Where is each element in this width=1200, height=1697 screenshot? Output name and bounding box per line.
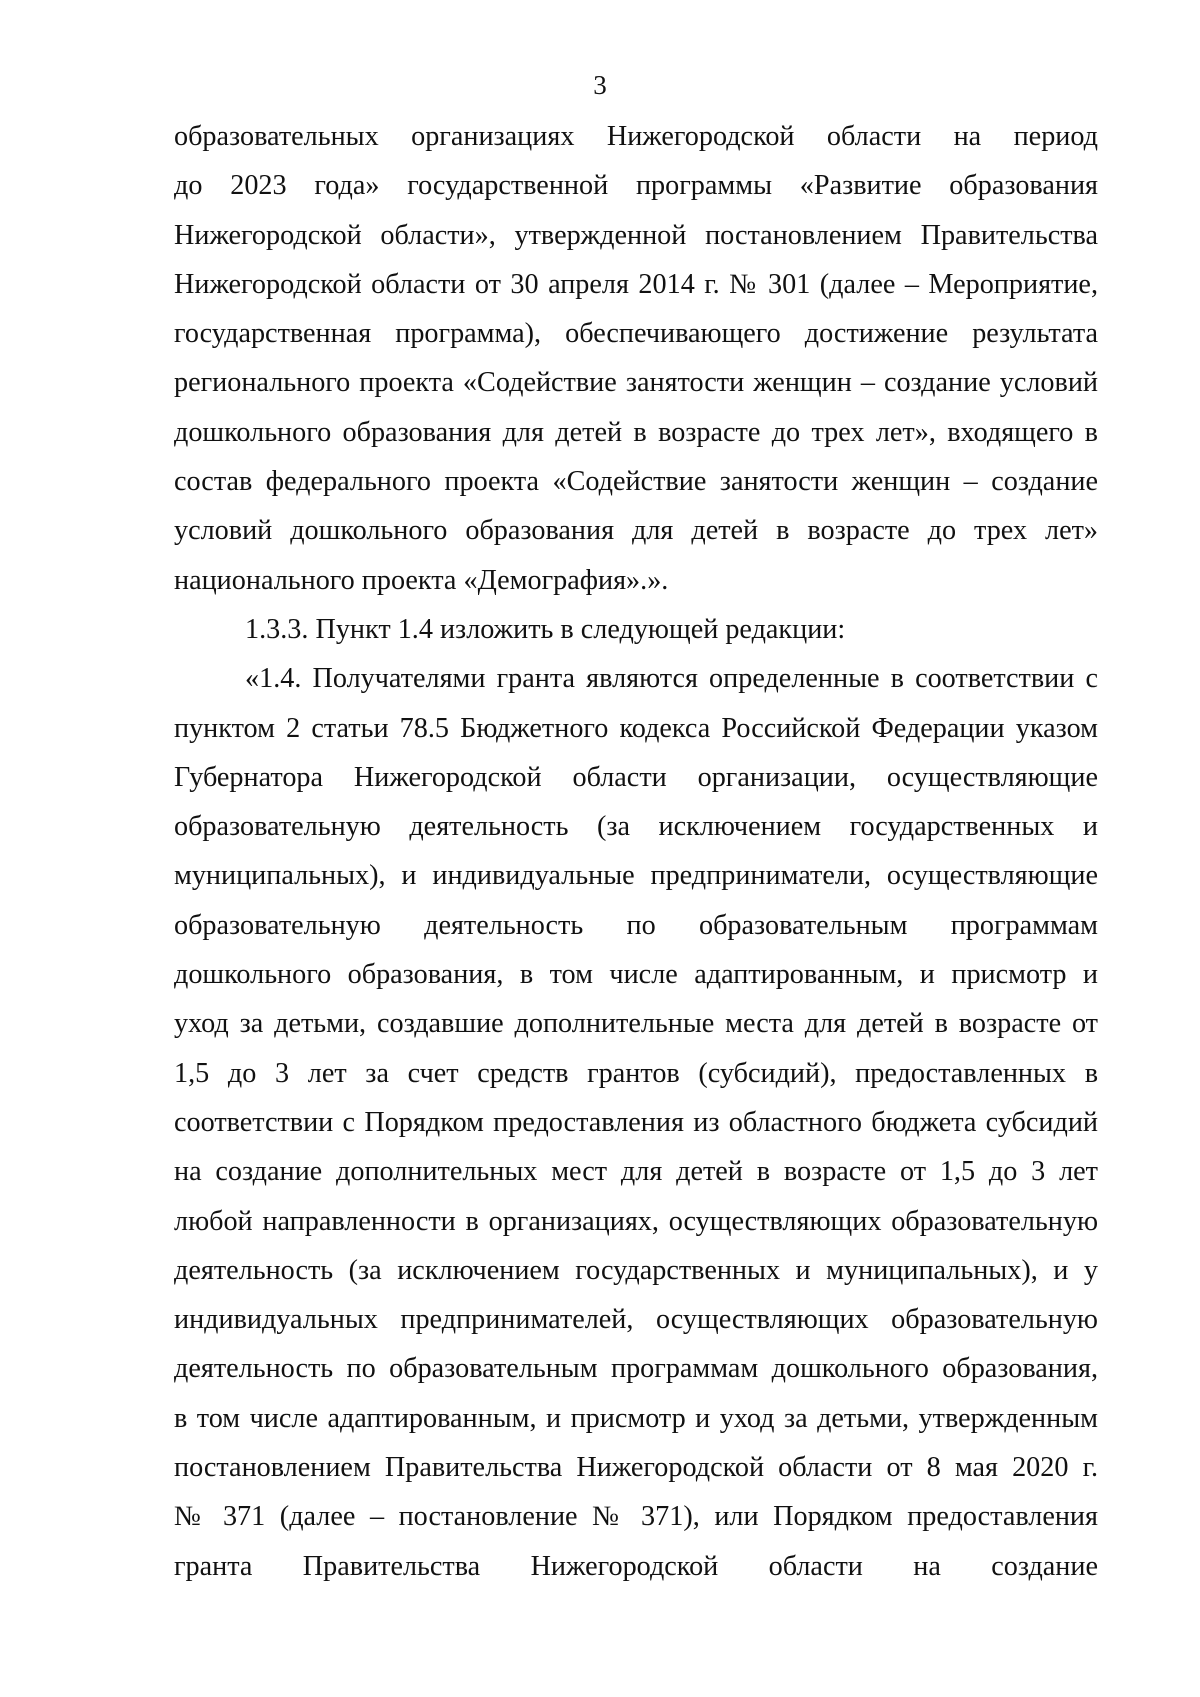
text-line: индивидуальных предпринимателей, осуществляющих образовательную bbox=[174, 1304, 1098, 1336]
text-line: 1.3.3. Пункт 1.4 изложить в следующей редакции: bbox=[245, 613, 846, 645]
text-line: в том числе адаптированным, и присмотр и уход за детьми, утвержденным bbox=[174, 1402, 1098, 1434]
text-line: Нижегородской области от 30 апреля 2014 г. № 301 (далее – Мероприятие, bbox=[174, 268, 1098, 300]
text-line: любой направленности в организациях, осуществляющих образовательную bbox=[174, 1205, 1098, 1237]
text-line: на создание дополнительных мест для детей в возрасте от 1,5 до 3 лет bbox=[174, 1156, 1098, 1188]
text-line: деятельность по образовательным программам дошкольного образования, bbox=[174, 1353, 1098, 1385]
text-line: образовательную деятельность (за исключением государственных и bbox=[174, 811, 1098, 843]
text-line: «1.4. Получателями гранта являются определенные в соответствии с bbox=[245, 663, 1098, 695]
text-line: государственная программа), обеспечивающего достижение результата bbox=[174, 318, 1098, 350]
text-line: образовательных организациях Нижегородской области на период bbox=[174, 121, 1098, 152]
text-line: состав федерального проекта «Содействие занятости женщин – создание bbox=[174, 466, 1098, 498]
text-line: № 371 (далее – постановление № 371), или Порядком предоставления bbox=[174, 1501, 1098, 1533]
text-line: образовательную деятельность по образовательным программам bbox=[174, 909, 1098, 941]
text-line: муниципальных), и индивидуальные предприниматели, осуществляющие bbox=[174, 860, 1098, 892]
text-line: национального проекта «Демография».». bbox=[174, 564, 669, 596]
text-line: дошкольного образования для детей в возрасте до трех лет», входящего в bbox=[174, 416, 1098, 448]
text-line: уход за детьми, создавшие дополнительные места для детей в возрасте от bbox=[174, 1008, 1098, 1040]
text-line: Губернатора Нижегородской области организации, осуществляющие bbox=[174, 761, 1098, 793]
text-line: дошкольного образования, в том числе адаптированным, и присмотр и bbox=[174, 959, 1098, 991]
text-line: пунктом 2 статьи 78.5 Бюджетного кодекса Российской Федерации указом bbox=[174, 712, 1098, 744]
text-line: условий дошкольного образования для детей в возрасте до трех лет» bbox=[174, 515, 1098, 547]
text-line: регионального проекта «Содействие занятости женщин – создание условий bbox=[174, 367, 1098, 399]
text-line: соответствии с Порядком предоставления из областного бюджета субсидий bbox=[174, 1106, 1098, 1138]
text-line: Нижегородской области», утвержденной постановлением Правительства bbox=[174, 219, 1098, 251]
text-line: постановлением Правительства Нижегородской области от 8 мая 2020 г. bbox=[174, 1452, 1098, 1484]
document-body bbox=[174, 112, 1098, 1591]
text-line: 1,5 до 3 лет за счет средств грантов (субсидий), предоставленных в bbox=[174, 1057, 1098, 1089]
text-line: до 2023 года» государственной программы «Развитие образования bbox=[174, 170, 1098, 202]
text-line: деятельность (за исключением государственных и муниципальных), и у bbox=[174, 1254, 1098, 1286]
page-number: 3 bbox=[593, 70, 607, 100]
text-line: гранта Правительства Нижегородской области на создание bbox=[174, 1550, 1098, 1582]
